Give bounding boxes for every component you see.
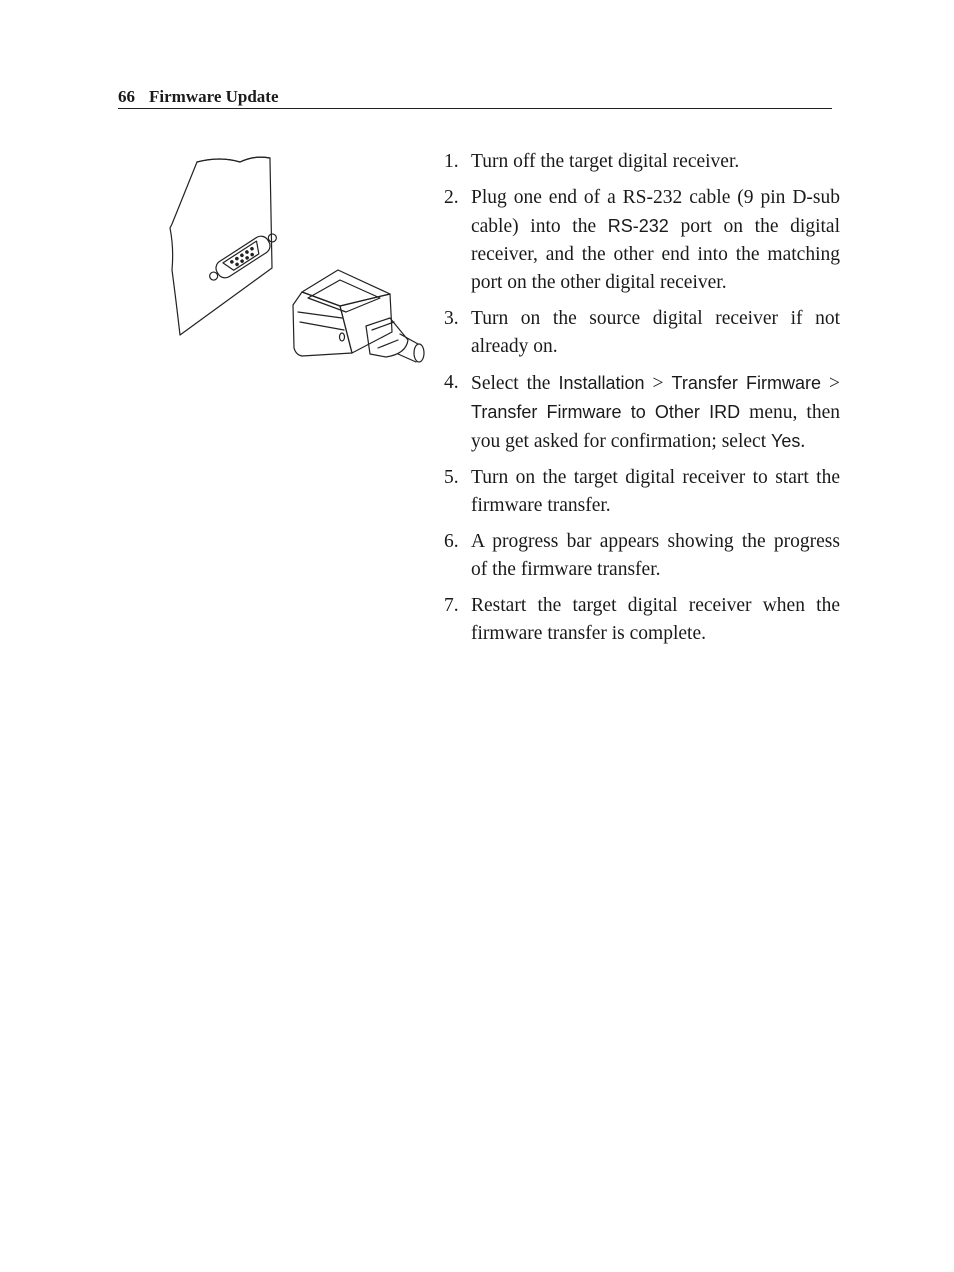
text-fragment: port on the digital receiver, and the other end into the matching port on the other digital receiver.: [471, 216, 840, 293]
port-label: RS-232: [607, 216, 669, 236]
step-number: 1.: [444, 151, 459, 172]
step-item: [444, 592, 840, 648]
step-number: 2.: [444, 187, 459, 208]
menu-label: Transfer Firmware: [671, 373, 822, 393]
text-fragment: .: [800, 431, 806, 452]
menu-label: Yes: [770, 431, 801, 451]
rs232-cable-port-illustration: [160, 150, 430, 370]
menu-label: Transfer Firmware to Other IRD: [471, 402, 741, 422]
step-number: 7.: [444, 595, 459, 616]
text-fragment: Turn off the target digital receiver.: [471, 151, 740, 172]
db9-port-icon: [205, 228, 280, 286]
step-number: 5.: [444, 467, 459, 488]
step-item: [444, 148, 840, 176]
step-item: [444, 369, 840, 456]
receiver-panel: [170, 157, 272, 335]
instruction-steps: [444, 148, 840, 656]
step-text: [471, 308, 840, 357]
step-item: [444, 464, 840, 520]
text-fragment: Restart the target digital receiver when the firmware transfer is complete.: [471, 595, 840, 644]
text-fragment: menu, then you get asked for confirmation; select: [471, 402, 840, 452]
step-number: 3.: [444, 308, 459, 329]
text-fragment: Plug one end of a RS-232 cable (9 pin D-sub cable) into the: [471, 187, 840, 237]
step-item: [444, 305, 840, 361]
step-text: [471, 373, 840, 452]
text-fragment: Turn on the source digital receiver if not already on.: [471, 308, 840, 357]
step-item: [444, 528, 840, 584]
menu-label: Installation: [558, 373, 645, 393]
step-item: [444, 184, 840, 297]
db9-plug-icon: [293, 270, 424, 362]
text-fragment: >: [821, 373, 841, 394]
step-text: [471, 151, 739, 172]
text-fragment: Select the: [471, 373, 559, 394]
step-number: 4.: [444, 372, 459, 393]
step-text: [471, 187, 840, 293]
step-text: [471, 467, 840, 516]
step-text: [471, 531, 840, 580]
chapter-title: Firmware Update: [149, 87, 279, 106]
text-fragment: Turn on the target digital receiver to start the firmware transfer.: [471, 467, 840, 516]
step-text: [471, 595, 840, 644]
text-fragment: A progress bar appears showing the progress of the firmware transfer.: [471, 531, 840, 580]
page-number: 66: [118, 87, 135, 106]
text-fragment: >: [644, 373, 672, 394]
running-head: [118, 86, 832, 109]
step-number: 6.: [444, 531, 459, 552]
